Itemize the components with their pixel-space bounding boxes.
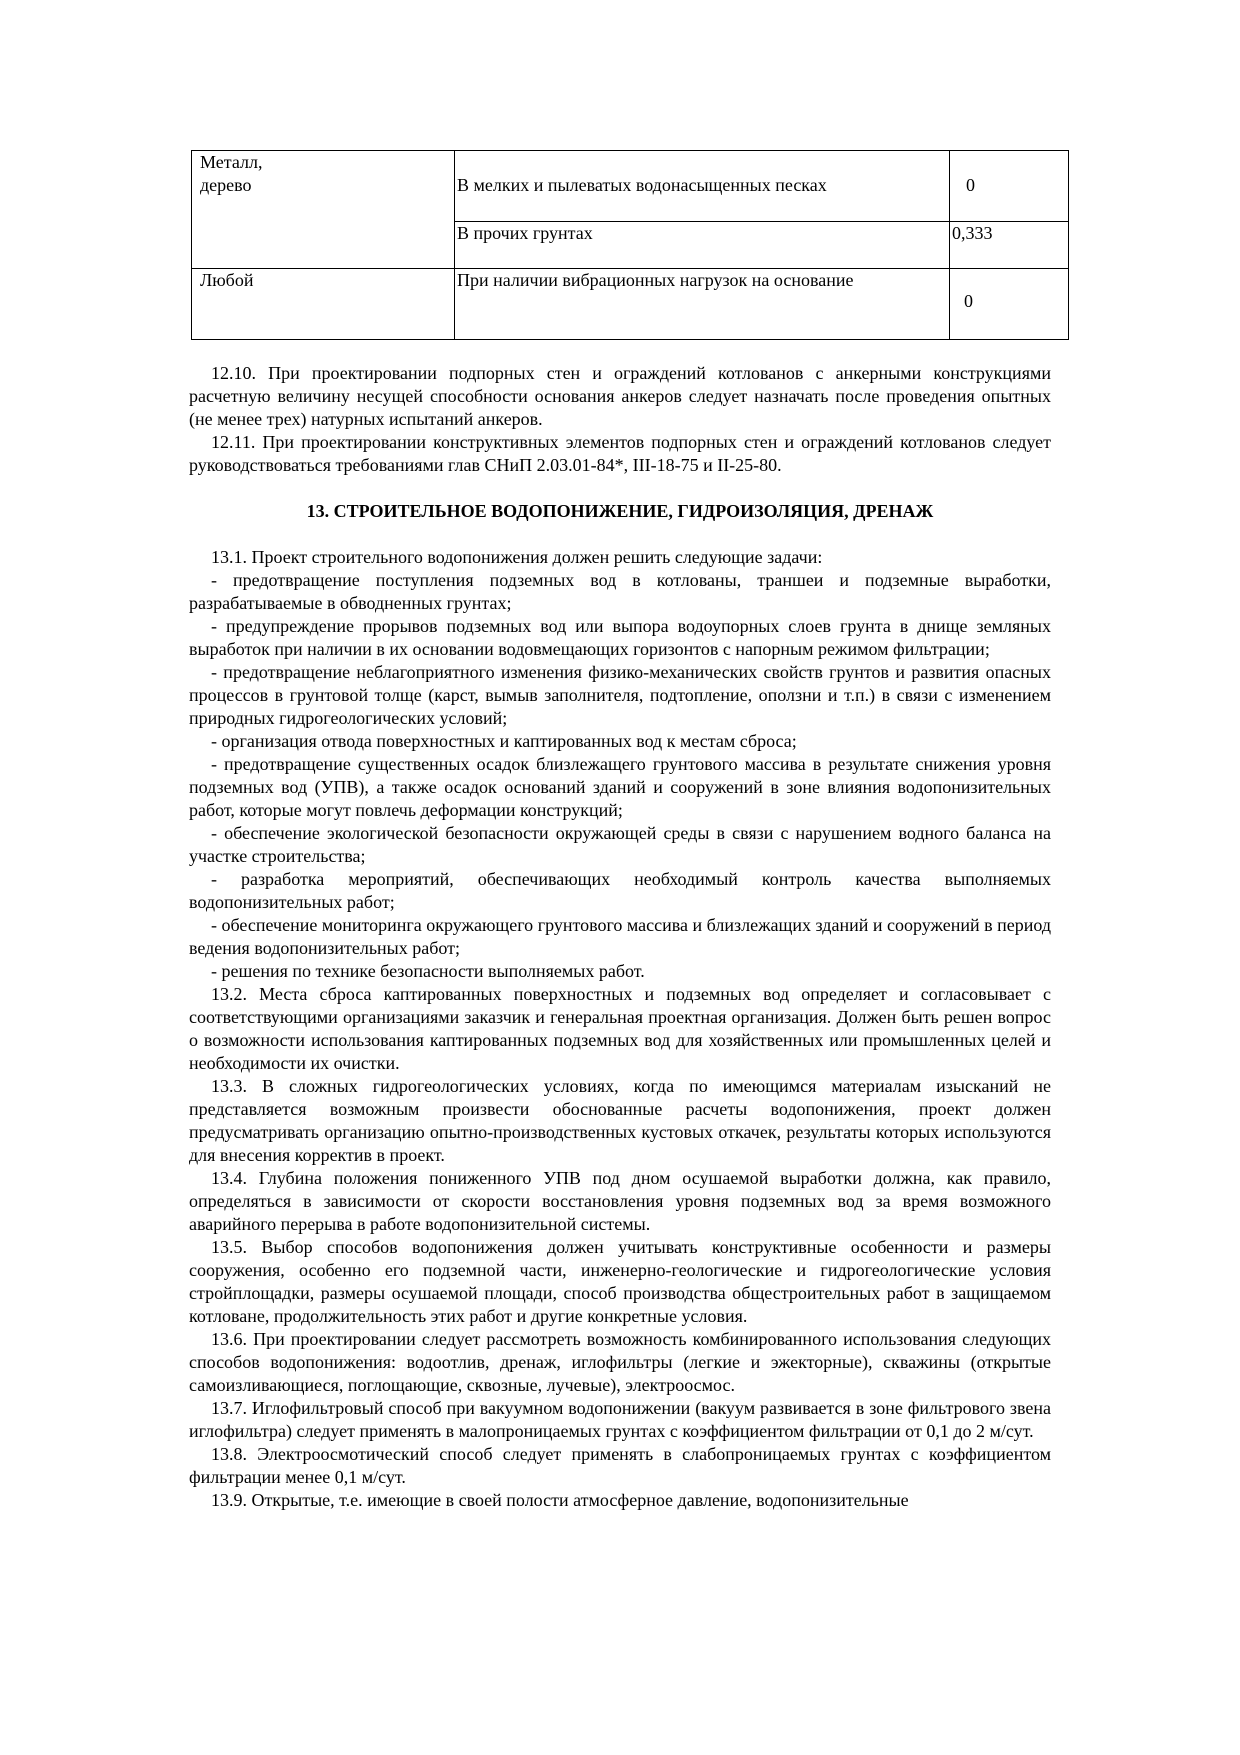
- list-item: - предотвращение существенных осадок близлежащего грунтового массива в результате снижения уровня подземных вод (УПВ), а также осадок оснований зданий и сооружений в зоне влияния водопонизительных работ, которые могут повлечь деформации конструкций;: [189, 754, 1051, 820]
- section-13-text: [189, 546, 1051, 1512]
- list-item: - обеспечение экологической безопасности окружающей среды в связи с нарушением водного баланса на участке строительства;: [189, 823, 1051, 866]
- coefficient-table: [191, 150, 1069, 340]
- paragraph: 13.6. При проектировании следует рассмотреть возможность комбинированного использования следующих способов водопонижения: водоотлив, дренаж, иглофильтры (легкие и эжекторные), скважины (открытые самоизливающиеся, поглощающие, сквозные, лучевые), электроосмос.: [189, 1329, 1051, 1395]
- condition-cell: В прочих грунтах: [455, 222, 950, 269]
- table-row: [192, 269, 1069, 340]
- value-cell: 0: [950, 269, 1069, 340]
- paragraph: 13.3. В сложных гидрогеологических условиях, когда по имеющимся материалам изысканий не представляется возможным произвести обоснованные расчеты водопонижения, проект должен предусматривать организацию опытно-производственных кустовых откачек, результаты которых используются для внесения корректив в проект.: [189, 1076, 1051, 1165]
- list-item: - разработка мероприятий, обеспечивающих необходимый контроль качества выполняемых водопонизительных работ;: [189, 869, 1051, 912]
- paragraph: 13.4. Глубина положения пониженного УПВ под дном осушаемой выработки должна, как правило, определяться в зависимости от скорости восстановления уровня подземных вод за время возможного аварийного перерыва в работе водопонизительной системы.: [189, 1168, 1051, 1234]
- list-item: - предотвращение неблагоприятного изменения физико-механических свойств грунтов и развития опасных процессов в грунтовой толще (карст, вымыв заполнителя, подтопление, оползни и т.п.) в связи с изменением природных гидрогеологических условий;: [189, 662, 1051, 728]
- value-cell: 0: [950, 151, 1069, 222]
- list-item: - предотвращение поступления подземных вод в котлованы, траншеи и подземные выработки, разрабатываемые в обводненных грунтах;: [189, 570, 1051, 613]
- paragraph: 13.9. Открытые, т.е. имеющие в своей полости атмосферное давление, водопонизительные: [211, 1490, 909, 1510]
- list-item: - решения по технике безопасности выполняемых работ.: [211, 961, 645, 981]
- condition-cell: В мелких и пылеватых водонасыщенных песках: [455, 151, 950, 222]
- material-cell: Металл, дерево: [192, 151, 455, 269]
- paragraph-12-10: 12.10. При проектировании подпорных стен и ограждений котлованов с анкерными конструкциями расчетную величину несущей способности основания анкеров следует назначать после проведения опытных (не менее трех) натурных испытаний анкеров.: [189, 363, 1051, 429]
- condition-cell: При наличии вибрационных нагрузок на основание: [455, 269, 950, 340]
- material-cell: Любой: [192, 269, 455, 340]
- paragraph-12-11: 12.11. При проектировании конструктивных элементов подпорных стен и ограждений котлованов следует руководствоваться требованиями глав СНиП 2.03.01-84*, III-18-75 и II-25-80.: [189, 432, 1051, 475]
- list-item: - организация отвода поверхностных и каптированных вод к местам сброса;: [211, 731, 797, 751]
- paragraph: 13.8. Электроосмотический способ следует применять в слабопроницаемых грунтах с коэффициентом фильтрации менее 0,1 м/сут.: [189, 1444, 1051, 1487]
- section-12-text: [189, 362, 1051, 477]
- paragraph: 13.2. Места сброса каптированных поверхностных и подземных вод определяет и согласовывает с соответствующими организациями заказчик и генеральная проектная организация. Должен быть решен вопрос о возможности использования каптированных подземных вод для хозяйственных или промышленных целей и необходимости их очистки.: [189, 984, 1051, 1073]
- paragraph: 13.1. Проект строительного водопонижения должен решить следующие задачи:: [211, 547, 823, 567]
- paragraph: 13.7. Иглофильтровый способ при вакуумном водопонижении (вакуум развивается в зоне фильтрового звена иглофильтра) следует применять в малопроницаемых грунтах с коэффициентом фильтрации от 0,1 до 2 м/сут.: [189, 1398, 1051, 1441]
- list-item: - обеспечение мониторинга окружающего грунтового массива и близлежащих зданий и сооружений в период ведения водопонизительных работ;: [189, 915, 1051, 958]
- paragraph: 13.5. Выбор способов водопонижения должен учитывать конструктивные особенности и размеры сооружения, особенно его подземной части, инженерно-геологические и гидрогеологические условия стройплощадки, размеры осушаемой площади, способ производства общестроительных работ в защищаемом котловане, продолжительность этих работ и другие конкретные условия.: [189, 1237, 1051, 1326]
- table-row: [192, 151, 1069, 222]
- list-item: - предупреждение прорывов подземных вод или выпора водоупорных слоев грунта в днище земляных выработок при наличии в их основании водовмещающих горизонтов с напорным режимом фильтрации;: [189, 616, 1051, 659]
- value-cell: 0,333: [950, 222, 1069, 269]
- section-13-heading: 13. СТРОИТЕЛЬНОЕ ВОДОПОНИЖЕНИЕ, ГИДРОИЗОЛЯЦИЯ, ДРЕНАЖ: [306, 501, 934, 521]
